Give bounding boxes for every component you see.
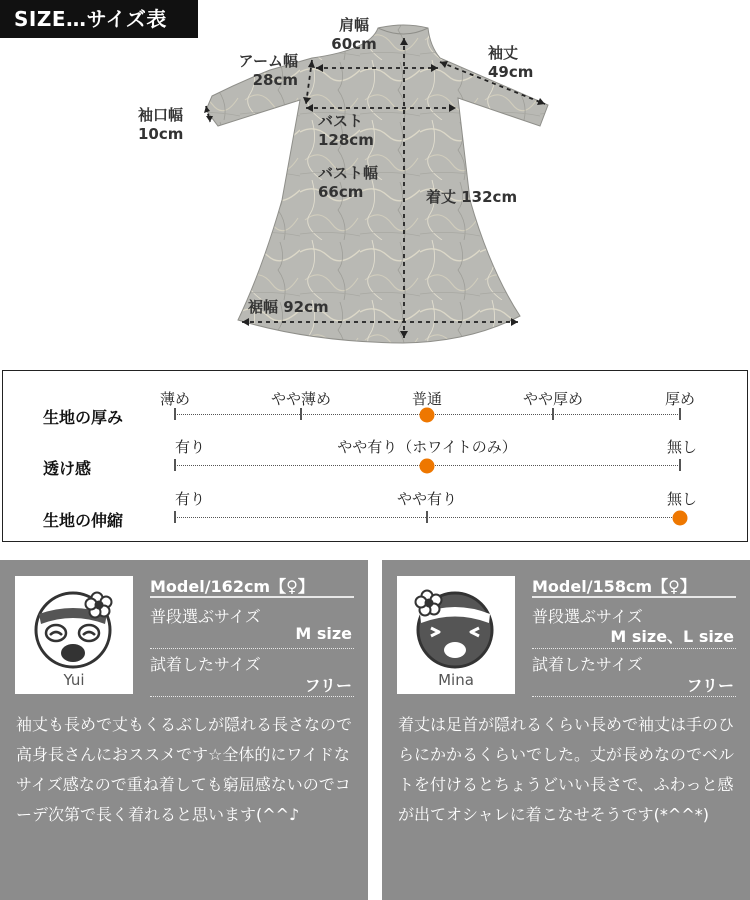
avatar (15, 576, 133, 694)
thickness-tick-0: 薄め (159, 390, 191, 408)
fabric-thickness-label: 生地の厚み (43, 408, 124, 427)
info-divider (150, 696, 354, 697)
thickness-tick-mark-0 (174, 408, 176, 420)
arm-width-name: アーム幅 (238, 52, 298, 70)
bust-width-name: バスト幅 (318, 164, 379, 182)
fabric-properties (2, 370, 748, 542)
tried-size-value: フリー (686, 676, 734, 695)
stretch-scale-line (175, 517, 680, 518)
stretch-tick-2: 無し (666, 490, 697, 508)
size-section (0, 0, 750, 360)
model-card-mina (382, 560, 750, 900)
transparency-tick-0: 有り (175, 438, 206, 456)
header-underline (532, 596, 736, 598)
thickness-tick-4: 厚め (664, 390, 696, 408)
info-divider (532, 648, 736, 649)
thickness-tick-2: 普通 (411, 390, 443, 408)
cuff-width-label (138, 106, 183, 144)
header-underline (150, 596, 354, 598)
arm-width-value: 28cm (252, 71, 298, 89)
sleeve-length-label (488, 44, 533, 82)
thickness-tick-1: やや薄め (270, 390, 332, 408)
transparency-tick-mark-2 (679, 459, 681, 471)
thickness-tick-mark-3 (552, 408, 554, 420)
tried-size-label: 試着したサイズ (150, 655, 261, 674)
tried-size-label: 試着したサイズ (532, 655, 643, 674)
thickness-tick-mark-4 (679, 408, 681, 420)
bust-name: バスト (318, 112, 364, 130)
cuff-width-value: 10cm (138, 125, 184, 143)
shoulder-width-label (326, 16, 382, 54)
length-value: 132cm (461, 188, 518, 206)
info-divider (150, 648, 354, 649)
bust-width-value: 66cm (318, 183, 364, 201)
bust-label (318, 112, 374, 150)
thickness-tick-mark-1 (300, 408, 302, 420)
avatar-name: Mina (438, 671, 474, 689)
model-header: Model/158cm【♀】 (532, 577, 696, 596)
model-card-yui (0, 560, 368, 900)
arm-width-label (226, 52, 298, 90)
length-name: 着丈 (426, 188, 457, 206)
model-header: Model/162cm【♀】 (150, 577, 314, 596)
usual-size-label: 普段選ぶサイズ (532, 607, 643, 626)
shoulder-width-name: 肩幅 (338, 16, 369, 34)
stretch-tick-mark-1 (426, 511, 428, 523)
stretch-tick-1: やや有り (396, 490, 458, 508)
transparency-tick-1: やや有り（ホワイトのみ） (337, 438, 517, 456)
transparency-indicator (420, 459, 435, 474)
transparency-label: 透け感 (43, 459, 92, 478)
length-label (426, 188, 517, 207)
bust-width-label (318, 164, 378, 202)
hem-width-value: 92cm (283, 298, 329, 316)
usual-size-label: 普段選ぶサイズ (150, 607, 261, 626)
stretch-label: 生地の伸縮 (43, 511, 124, 530)
cuff-width-name: 袖口幅 (138, 106, 184, 124)
tried-size-value: フリー (304, 676, 352, 695)
thickness-indicator (420, 408, 435, 423)
hem-width-label (248, 298, 329, 317)
sleeve-length-value: 49cm (488, 63, 534, 81)
info-divider (532, 696, 736, 697)
stretch-tick-0: 有り (175, 490, 206, 508)
avatar (397, 576, 515, 694)
usual-size-value: M size、L size (610, 627, 734, 646)
shoulder-width-value: 60cm (331, 35, 377, 53)
transparency-tick-2: 無し (666, 438, 697, 456)
sleeve-length-name: 袖丈 (488, 44, 519, 62)
usual-size-value: M size (295, 624, 352, 643)
thickness-tick-3: やや厚め (522, 390, 584, 408)
bust-value: 128cm (318, 131, 374, 149)
hem-width-name: 裾幅 (248, 298, 279, 316)
transparency-tick-mark-0 (174, 459, 176, 471)
model-comment: 着丈は足首が隠れるくらい長めで袖丈は手のひらにかかるくらいでした。丈が長めなのでベルトを付けるとちょうどいい長さで、ふわっと感が出てオシャレに着こなせそうです(*^^*) (398, 715, 735, 824)
size-header: SIZE…サイズ表 (0, 0, 198, 38)
avatar-name: Yui (63, 671, 85, 689)
stretch-indicator (673, 511, 688, 526)
model-comment: 袖丈も長めで丈もくるぶしが隠れる長さなので高身長さんにおススメです☆全体的にワイドなサイズ感なので重ね着しても窮屈感ないのでコーデ次第で長く着れると思います(^^♪ (16, 715, 353, 824)
stretch-tick-mark-0 (174, 511, 176, 523)
